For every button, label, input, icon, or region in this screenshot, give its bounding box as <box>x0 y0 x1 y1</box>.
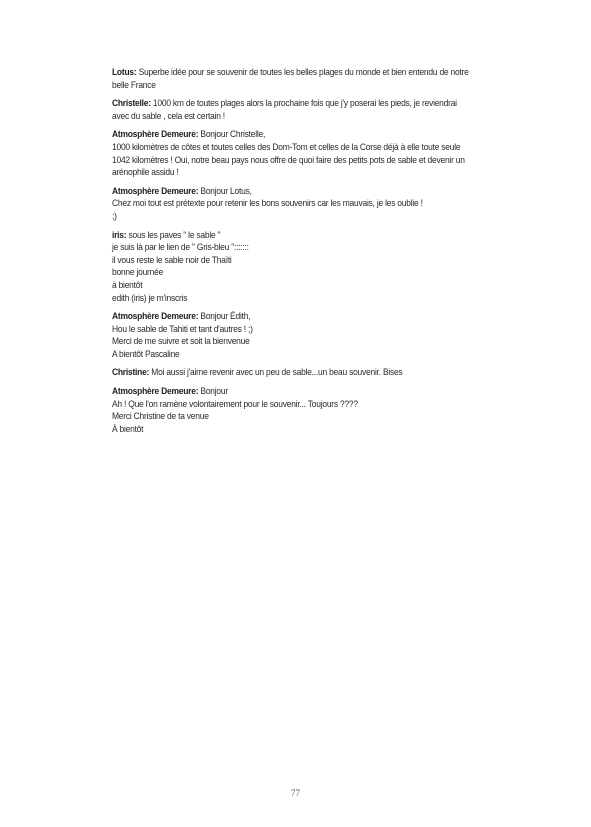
comment-text: ;) <box>112 210 117 221</box>
comment <box>112 97 507 122</box>
comment-line <box>112 97 507 110</box>
comments-section <box>112 66 508 441</box>
comment-author: Christelle: <box>112 98 151 109</box>
comment-text: Merci de me suivre et soit la bienvenue <box>112 336 250 347</box>
page-number: 77 <box>291 788 300 798</box>
comment-text: je suis là par le lien de " Gris-bleu "::::::: <box>112 242 249 253</box>
comment <box>112 229 507 305</box>
comment-text: 1000 kilomètres de côtes et toutes celles des Dom-Tom et celles de la Corse déjà à elle toute seule <box>112 141 461 152</box>
comment-line <box>112 128 507 141</box>
comment-line <box>112 229 507 242</box>
comment-text: A bientôt Pascaline <box>112 348 180 359</box>
comment-text: Moi aussi j'aime revenir avec un peu de sable...un beau souvenir. Bises <box>151 367 403 378</box>
comment-author: Atmosphère Demeure: <box>112 311 199 322</box>
comment-text: bonne journée <box>112 267 164 278</box>
comment-text: Bonjour Christelle, <box>200 129 266 140</box>
comment-text: belle France <box>112 79 156 90</box>
comment-text: Bonjour Lotus, <box>200 185 252 196</box>
comment-text: Bonjour Édith, <box>200 311 251 322</box>
comment-author: iris: <box>112 229 127 240</box>
comment-text: Hou le sable de Tahiti et tant d'autres ! ;) <box>112 323 253 334</box>
comment-text: À bientôt <box>112 423 144 434</box>
comment-text: il vous reste le sable noir de Thaïti <box>112 254 232 265</box>
comment <box>112 66 507 91</box>
comment-line <box>112 66 507 79</box>
comment-text: arénophile assidu ! <box>112 167 179 178</box>
comment <box>112 385 507 435</box>
comment <box>112 128 507 178</box>
comment-text: sous les paves " le sable " <box>128 229 221 240</box>
comment <box>112 366 507 379</box>
comment-text: 1042 kilomètres ! Oui, notre beau pays nous offre de quoi faire des petits pots de sable et devenir un <box>112 154 465 165</box>
comment-line <box>112 366 507 379</box>
comment-text: 1000 km de toutes plages alors la prochaine fois que j'y poserai les pieds, je reviendrai <box>152 98 457 109</box>
comment <box>112 310 507 360</box>
comment-text: Ah ! Que l'on ramène volontairement pour le souvenir... Toujours ???? <box>112 398 358 409</box>
comment-text: à bientôt <box>112 279 143 290</box>
comment-author: Lotus: <box>112 67 137 77</box>
comment-line <box>112 385 507 398</box>
comment-text: avec du sable , cela est certain ! <box>112 110 225 121</box>
comment-text: edith (iris) je m'inscris <box>112 292 188 303</box>
comment-line <box>112 185 507 198</box>
comment-text: Bonjour <box>200 386 228 397</box>
comment-line <box>112 310 507 323</box>
comment-text: Merci Christine de ta venue <box>112 411 209 422</box>
comment-author: Christine: <box>112 367 150 378</box>
comment <box>112 185 507 223</box>
comment-author: Atmosphère Demeure: <box>112 185 199 196</box>
comment-text: Superbe idée pour se souvenir de toutes les belles plages du monde et bien entendu de notre <box>138 67 469 77</box>
comment-author: Atmosphère Demeure: <box>112 386 199 397</box>
comment-text: Chez moi tout est prétexte pour retenir les bons souvenirs car les mauvais, je les oublie ! <box>112 198 423 209</box>
comment-author: Atmosphère Demeure: <box>112 129 199 140</box>
